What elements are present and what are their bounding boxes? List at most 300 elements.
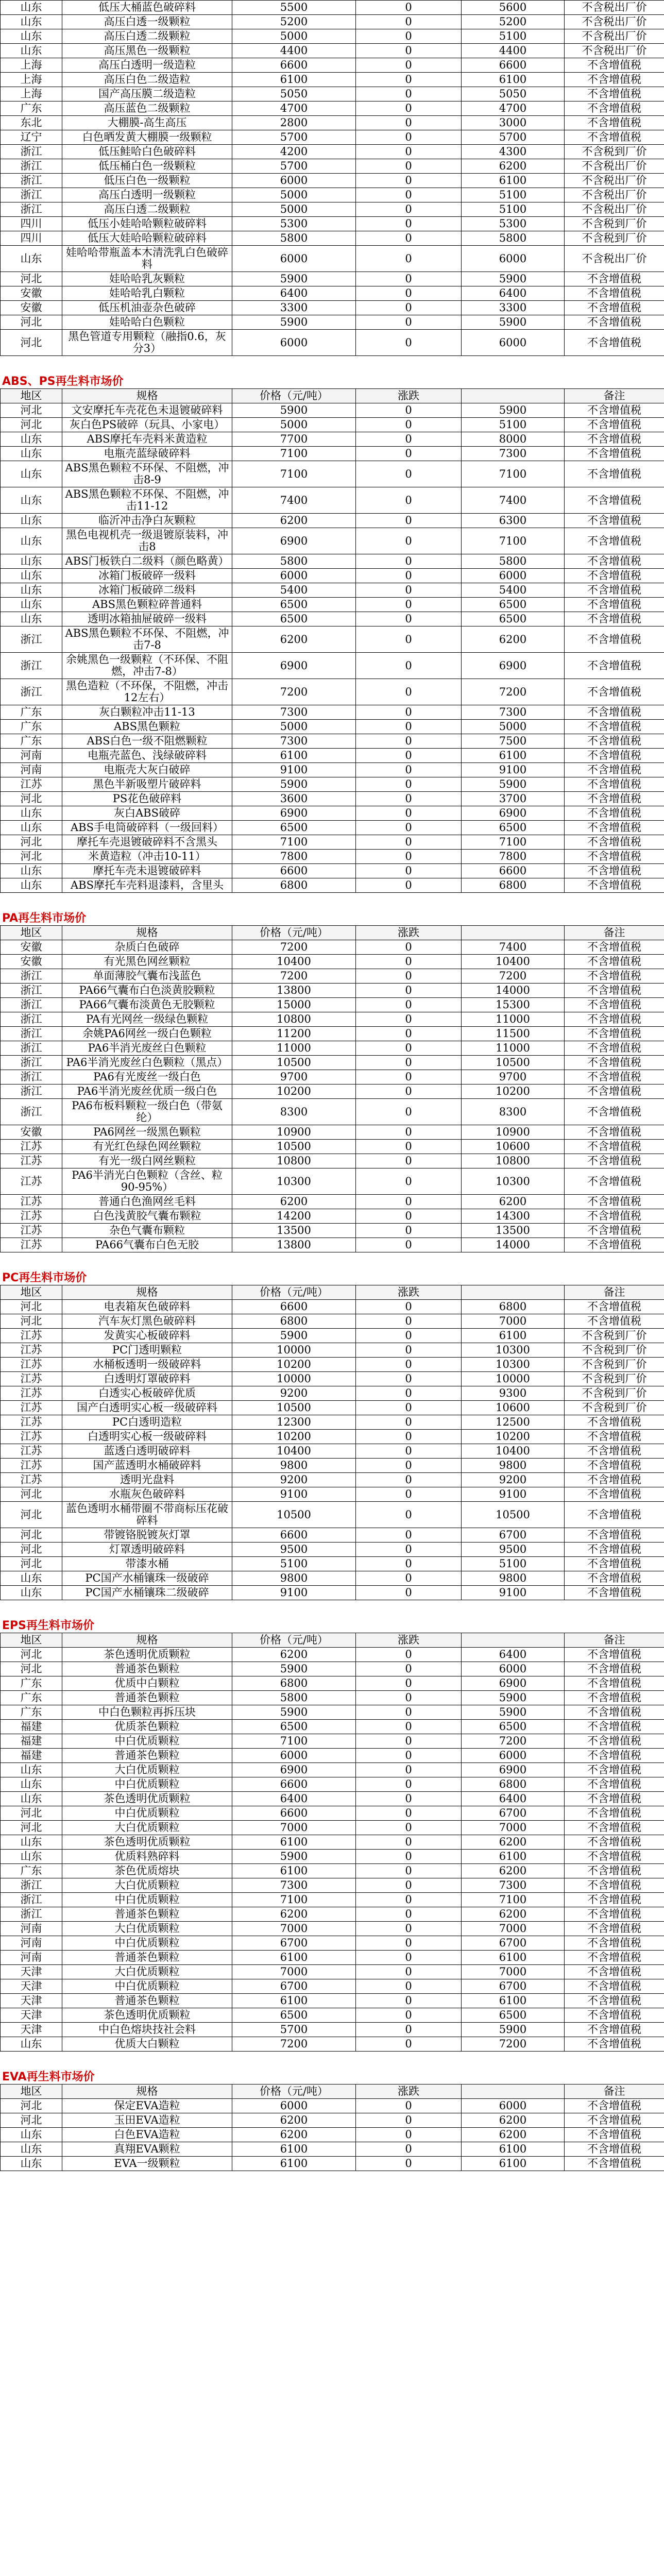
cell-note: 不含税到厂价 [565,1386,664,1401]
cell-price: 9800 [232,1459,356,1473]
cell-region: 山东 [1,1777,62,1792]
cell-price: 5400 [232,583,356,598]
cell-price: 6900 [232,653,356,679]
cell-spec: 低压大桶蓝色破碎料 [62,1,232,15]
cell-prev-price: 6500 [462,821,565,835]
cell-spec: 普通茶色颗粒 [62,1907,232,1922]
cell-note: 不含增值税 [565,835,664,850]
cell-region: 浙江 [1,159,62,174]
cell-price: 6900 [232,528,356,554]
table-row [1,612,664,626]
cell-spec: ABS黑色颗粒不环保、不阻燃，冲击8-9 [62,461,232,487]
cell-change: 0 [356,653,462,679]
cell-price: 6600 [232,1806,356,1821]
cell-note: 不含增值税 [565,1705,664,1720]
cell-spec: 带镀铬脱镀灰灯罩 [62,1528,232,1543]
cell-prev-price: 5100 [462,188,565,202]
cell-note: 不含增值税 [565,1027,664,1041]
cell-region: 上海 [1,87,62,101]
cell-region: 天津 [1,1979,62,1994]
cell-spec: 蓝透白透明破碎料 [62,1444,232,1459]
cell-region: 浙江 [1,1012,62,1027]
table-row [1,2099,664,2113]
cell-note: 不含增值税 [565,1850,664,1864]
cell-note: 不含增值税 [565,1056,664,1070]
cell-note: 不含增值税 [565,940,664,955]
price-section [0,2052,664,2171]
cell-prev-price: 5000 [462,720,565,734]
cell-note: 不含增值税 [565,969,664,984]
cell-price: 6100 [232,1994,356,2008]
cell-price: 5700 [232,159,356,174]
cell-change: 0 [356,1806,462,1821]
cell-note: 不含增值税 [565,984,664,998]
cell-price: 5800 [232,554,356,569]
table-row [1,1835,664,1850]
cell-spec: 普通茶色颗粒 [62,1951,232,1965]
cell-prev-price: 9100 [462,1586,565,1600]
cell-region: 山东 [1,461,62,487]
cell-prev-price: 6100 [462,2142,565,2157]
cell-note: 不含增值税 [565,720,664,734]
cell-note: 不含增值税 [565,626,664,653]
cell-spec: ABS手电筒破碎料（一级回料） [62,821,232,835]
cell-change: 0 [356,1979,462,1994]
cell-note: 不含增值税 [565,1502,664,1528]
cell-note: 不含增值税 [565,806,664,821]
cell-spec: 白色EVA造粒 [62,2128,232,2142]
cell-region: 浙江 [1,1893,62,1907]
cell-region: 江苏 [1,1168,62,1195]
cell-region: 东北 [1,116,62,130]
cell-spec: 普通茶色颗粒 [62,1994,232,2008]
cell-note: 不含增值税 [565,2157,664,2171]
table-row [1,1168,664,1195]
cell-note: 不含税出厂价 [565,246,664,272]
cell-spec: ABS黑色颗粒 [62,720,232,734]
table-row [1,1099,664,1125]
cell-change: 0 [356,598,462,612]
cell-spec: 茶色透明优质颗粒 [62,1792,232,1806]
cell-note: 不含税到厂价 [565,217,664,231]
cell-spec: PA6半消光废丝白色颗粒 [62,1041,232,1056]
cell-region: 浙江 [1,969,62,984]
cell-spec: PA6半消光废丝白色颗粒（黑点） [62,1056,232,1070]
cell-region: 浙江 [1,679,62,705]
cell-change: 0 [356,626,462,653]
cell-prev-price: 6000 [462,569,565,583]
header-row [1,1285,664,1300]
table-row [1,1586,664,1600]
table-row [1,1459,664,1473]
table-row [1,583,664,598]
cell-prev-price: 6200 [462,2128,565,2142]
cell-prev-price: 6200 [462,1864,565,1878]
table-row [1,1878,664,1893]
cell-spec: 蓝色透明水桶带圈不带商标压花破碎料 [62,1502,232,1528]
table-row [1,432,664,447]
cell-prev-price: 10300 [462,1168,565,1195]
header-price: 价格（元/吨） [232,926,356,940]
cell-spec: 大棚膜-高生高压 [62,116,232,130]
cell-prev-price: 7000 [462,1965,565,1979]
table-row [1,720,664,734]
cell-prev-price: 9300 [462,1386,565,1401]
cell-region: 福建 [1,1720,62,1734]
cell-change: 0 [356,1041,462,1056]
cell-price: 7700 [232,432,356,447]
cell-region: 江苏 [1,1401,62,1415]
cell-note: 不含增值税 [565,583,664,598]
cell-region: 浙江 [1,1056,62,1070]
cell-spec: 余姚PA6网丝一级白色颗粒 [62,1027,232,1041]
cell-region: 江苏 [1,1154,62,1168]
cell-prev-price: 10300 [462,1358,565,1372]
cell-prev-price: 5900 [462,272,565,286]
cell-change: 0 [356,720,462,734]
cell-note: 不含增值税 [565,998,664,1012]
cell-price: 7300 [232,705,356,720]
price-section [0,356,664,893]
cell-region: 广东 [1,705,62,720]
cell-prev-price: 10400 [462,1444,565,1459]
cell-spec: 灰白色PS破碎（玩具、小家电） [62,418,232,432]
cell-spec: 黑色电视机壳一级退镀原装料，冲击8 [62,528,232,554]
cell-price: 11200 [232,1027,356,1041]
cell-spec: 电表箱灰色破碎料 [62,1300,232,1314]
cell-note: 不含增值税 [565,864,664,878]
cell-price: 13500 [232,1224,356,1238]
cell-spec: 高压白透二级颗粒 [62,202,232,217]
cell-change: 0 [356,2008,462,2023]
cell-price: 7000 [232,1821,356,1835]
cell-spec: 灯罩透明破碎料 [62,1543,232,1557]
table-row [1,955,664,969]
table-row [1,231,664,246]
cell-prev-price: 7100 [462,835,565,850]
cell-price: 3600 [232,792,356,806]
cell-region: 浙江 [1,1099,62,1125]
cell-change: 0 [356,1401,462,1415]
cell-region: 山东 [1,1586,62,1600]
cell-price: 10500 [232,1056,356,1070]
cell-region: 福建 [1,1749,62,1763]
table-row [1,1415,664,1430]
cell-change: 0 [356,1951,462,1965]
cell-price: 7000 [232,1922,356,1936]
cell-note: 不含税出厂价 [565,159,664,174]
cell-spec: PC门透明颗粒 [62,1343,232,1358]
cell-change: 0 [356,1099,462,1125]
table-row [1,1676,664,1691]
cell-region: 河北 [1,1806,62,1821]
cell-price: 6000 [232,1749,356,1763]
cell-change: 0 [356,984,462,998]
cell-change: 0 [356,1168,462,1195]
cell-note: 不含增值税 [565,1691,664,1705]
cell-change: 0 [356,1893,462,1907]
cell-prev-price: 14000 [462,1238,565,1252]
cell-change: 0 [356,2023,462,2037]
cell-change: 0 [356,749,462,763]
cell-prev-price: 7500 [462,734,565,749]
cell-region: 河北 [1,1662,62,1676]
cell-spec: 中白优质颗粒 [62,1893,232,1907]
cell-region: 河北 [1,1502,62,1528]
cell-note: 不含增值税 [565,1012,664,1027]
cell-note: 不含增值税 [565,1936,664,1951]
cell-region: 河北 [1,792,62,806]
cell-change: 0 [356,792,462,806]
cell-note: 不含增值税 [565,1528,664,1543]
cell-spec: 低压桶白色一级颗粒 [62,159,232,174]
cell-spec: PA有光网丝一级绿色颗粒 [62,1012,232,1027]
cell-region: 安徽 [1,940,62,955]
cell-spec: 水瓶灰色破碎料 [62,1487,232,1502]
cell-spec: ABS黑色颗粒碎普通料 [62,598,232,612]
header-region: 地区 [1,2084,62,2099]
cell-change: 0 [356,1543,462,1557]
cell-change: 0 [356,955,462,969]
cell-note: 不含增值税 [565,1792,664,1806]
cell-change: 0 [356,487,462,514]
price-section [0,0,664,356]
cell-price: 12300 [232,1415,356,1430]
cell-region: 山东 [1,806,62,821]
cell-spec: PC白透明造粒 [62,1415,232,1430]
cell-spec: 汽车灰灯黑色破碎料 [62,1314,232,1329]
cell-price: 5800 [232,1691,356,1705]
cell-region: 安徽 [1,286,62,301]
cell-spec: 白色浅黄胶气囊布颗粒 [62,1209,232,1224]
cell-note: 不含增值税 [565,2037,664,2052]
table-row [1,1195,664,1209]
cell-price: 6800 [232,1676,356,1691]
cell-price: 6100 [232,2142,356,2157]
cell-change: 0 [356,1224,462,1238]
header-row [1,2084,664,2099]
cell-region: 广东 [1,734,62,749]
table-row [1,653,664,679]
cell-spec: 高压黑色一级颗粒 [62,44,232,58]
table-row [1,821,664,835]
cell-note: 不含增值税 [565,514,664,528]
cell-change: 0 [356,1691,462,1705]
cell-note: 不含增值税 [565,1907,664,1922]
cell-region: 山东 [1,1850,62,1864]
cell-note: 不含增值税 [565,2008,664,2023]
cell-change: 0 [356,44,462,58]
table-row [1,1209,664,1224]
cell-price: 10400 [232,955,356,969]
cell-price: 15000 [232,998,356,1012]
cell-prev-price: 7300 [462,447,565,461]
cell-region: 江苏 [1,1343,62,1358]
table-row [1,1821,664,1835]
cell-price: 5900 [232,272,356,286]
header-price: 价格（元/吨） [232,389,356,403]
cell-change: 0 [356,1965,462,1979]
header-spec: 规格 [62,1285,232,1300]
table-row [1,763,664,777]
cell-prev-price: 6500 [462,612,565,626]
cell-prev-price: 9100 [462,763,565,777]
cell-prev-price: 6300 [462,514,565,528]
cell-spec: 优质茶色颗粒 [62,1720,232,1734]
cell-prev-price: 6800 [462,878,565,893]
cell-note: 不含增值税 [565,1543,664,1557]
cell-note: 不含增值税 [565,1459,664,1473]
cell-region: 山东 [1,1792,62,1806]
cell-spec: 摩托车壳未退镀破碎料 [62,864,232,878]
cell-prev-price: 5600 [462,1,565,15]
cell-note: 不含增值税 [565,792,664,806]
cell-prev-price: 3700 [462,792,565,806]
table-row [1,1763,664,1777]
table-row [1,1850,664,1864]
cell-price: 7100 [232,835,356,850]
cell-change: 0 [356,569,462,583]
cell-prev-price: 6200 [462,1195,565,1209]
cell-price: 4400 [232,44,356,58]
cell-prev-price: 7800 [462,850,565,864]
table-row [1,1027,664,1041]
cell-region: 山东 [1,598,62,612]
cell-prev-price: 6200 [462,1835,565,1850]
cell-note: 不含增值税 [565,1487,664,1502]
cell-change: 0 [356,969,462,984]
cell-spec: 中白优质颗粒 [62,1936,232,1951]
cell-price: 6700 [232,1936,356,1951]
cell-price: 9500 [232,1543,356,1557]
cell-note: 不含税出厂价 [565,44,664,58]
cell-price: 9200 [232,1473,356,1487]
cell-price: 5050 [232,87,356,101]
cell-spec: PA6半消光白色颗粒（含丝、粒90-95%） [62,1168,232,1195]
header-spec: 规格 [62,2084,232,2099]
cell-prev-price: 10400 [462,955,565,969]
table-row [1,1444,664,1459]
header-row [1,1633,664,1648]
cell-price: 7200 [232,2037,356,2052]
table-row [1,528,664,554]
cell-price: 14200 [232,1209,356,1224]
table-row [1,1041,664,1056]
cell-prev-price: 6500 [462,1720,565,1734]
cell-spec: PA6布板料颗粒一级白色（带氨纶） [62,1099,232,1125]
cell-region: 河北 [1,330,62,356]
cell-prev-price: 10500 [462,1502,565,1528]
cell-spec: 白透实心板破碎优质 [62,1386,232,1401]
cell-change: 0 [356,1835,462,1850]
price-section [0,893,664,1252]
cell-prev-price: 5900 [462,403,565,418]
cell-note: 不含增值税 [565,87,664,101]
cell-note: 不含增值税 [565,487,664,514]
price-table [0,1633,664,2052]
table-row [1,1792,664,1806]
cell-region: 河南 [1,763,62,777]
table-row [1,87,664,101]
header-row [1,926,664,940]
cell-region: 广东 [1,1864,62,1878]
cell-region: 河北 [1,1557,62,1571]
cell-prev-price: 10900 [462,1125,565,1140]
cell-change: 0 [356,705,462,720]
cell-prev-price: 5700 [462,130,565,145]
table-row [1,1070,664,1084]
cell-price: 10800 [232,1154,356,1168]
cell-prev-price: 5900 [462,315,565,330]
table-row [1,679,664,705]
cell-region: 天津 [1,1994,62,2008]
cell-prev-price: 10000 [462,1372,565,1386]
cell-region: 四川 [1,231,62,246]
cell-note: 不含增值税 [565,461,664,487]
cell-spec: 娃哈哈乳白颗粒 [62,286,232,301]
cell-change: 0 [356,1557,462,1571]
header-prev-price [462,1633,565,1648]
cell-spec: 电瓶壳大灰白破碎 [62,763,232,777]
cell-note: 不含增值税 [565,403,664,418]
table-row [1,1557,664,1571]
cell-region: 河北 [1,835,62,850]
cell-price: 6700 [232,1979,356,1994]
cell-region: 四川 [1,217,62,231]
cell-spec: 杂质白色破碎 [62,940,232,955]
cell-note: 不含增值税 [565,418,664,432]
cell-price: 7400 [232,487,356,514]
cell-region: 浙江 [1,1878,62,1893]
cell-prev-price: 6900 [462,653,565,679]
table-row [1,1358,664,1372]
cell-region: 安徽 [1,955,62,969]
cell-change: 0 [356,528,462,554]
cell-price: 7100 [232,461,356,487]
table-row [1,777,664,792]
cell-change: 0 [356,1238,462,1252]
price-table [0,925,664,1252]
header-price: 价格（元/吨） [232,2084,356,2099]
header-change: 涨跌 [356,926,462,940]
cell-price: 6600 [232,1777,356,1792]
header-row [1,389,664,403]
table-row [1,1893,664,1907]
cell-price: 6400 [232,1792,356,1806]
cell-change: 0 [356,940,462,955]
cell-price: 6200 [232,626,356,653]
cell-change: 0 [356,231,462,246]
table-row [1,940,664,955]
cell-region: 山东 [1,569,62,583]
cell-prev-price: 5100 [462,29,565,44]
cell-note: 不含增值税 [565,569,664,583]
cell-region: 河北 [1,272,62,286]
table-row [1,1125,664,1140]
cell-spec: 高压白透二级颗粒 [62,29,232,44]
table-row [1,626,664,653]
cell-note: 不含增值税 [565,1473,664,1487]
table-row [1,1734,664,1749]
cell-prev-price: 7000 [462,1821,565,1835]
cell-prev-price: 3300 [462,301,565,315]
cell-note: 不含税到厂价 [565,1329,664,1343]
cell-prev-price: 6000 [462,2099,565,2113]
cell-prev-price: 6100 [462,749,565,763]
cell-region: 山东 [1,554,62,569]
cell-change: 0 [356,1936,462,1951]
cell-price: 4200 [232,145,356,159]
